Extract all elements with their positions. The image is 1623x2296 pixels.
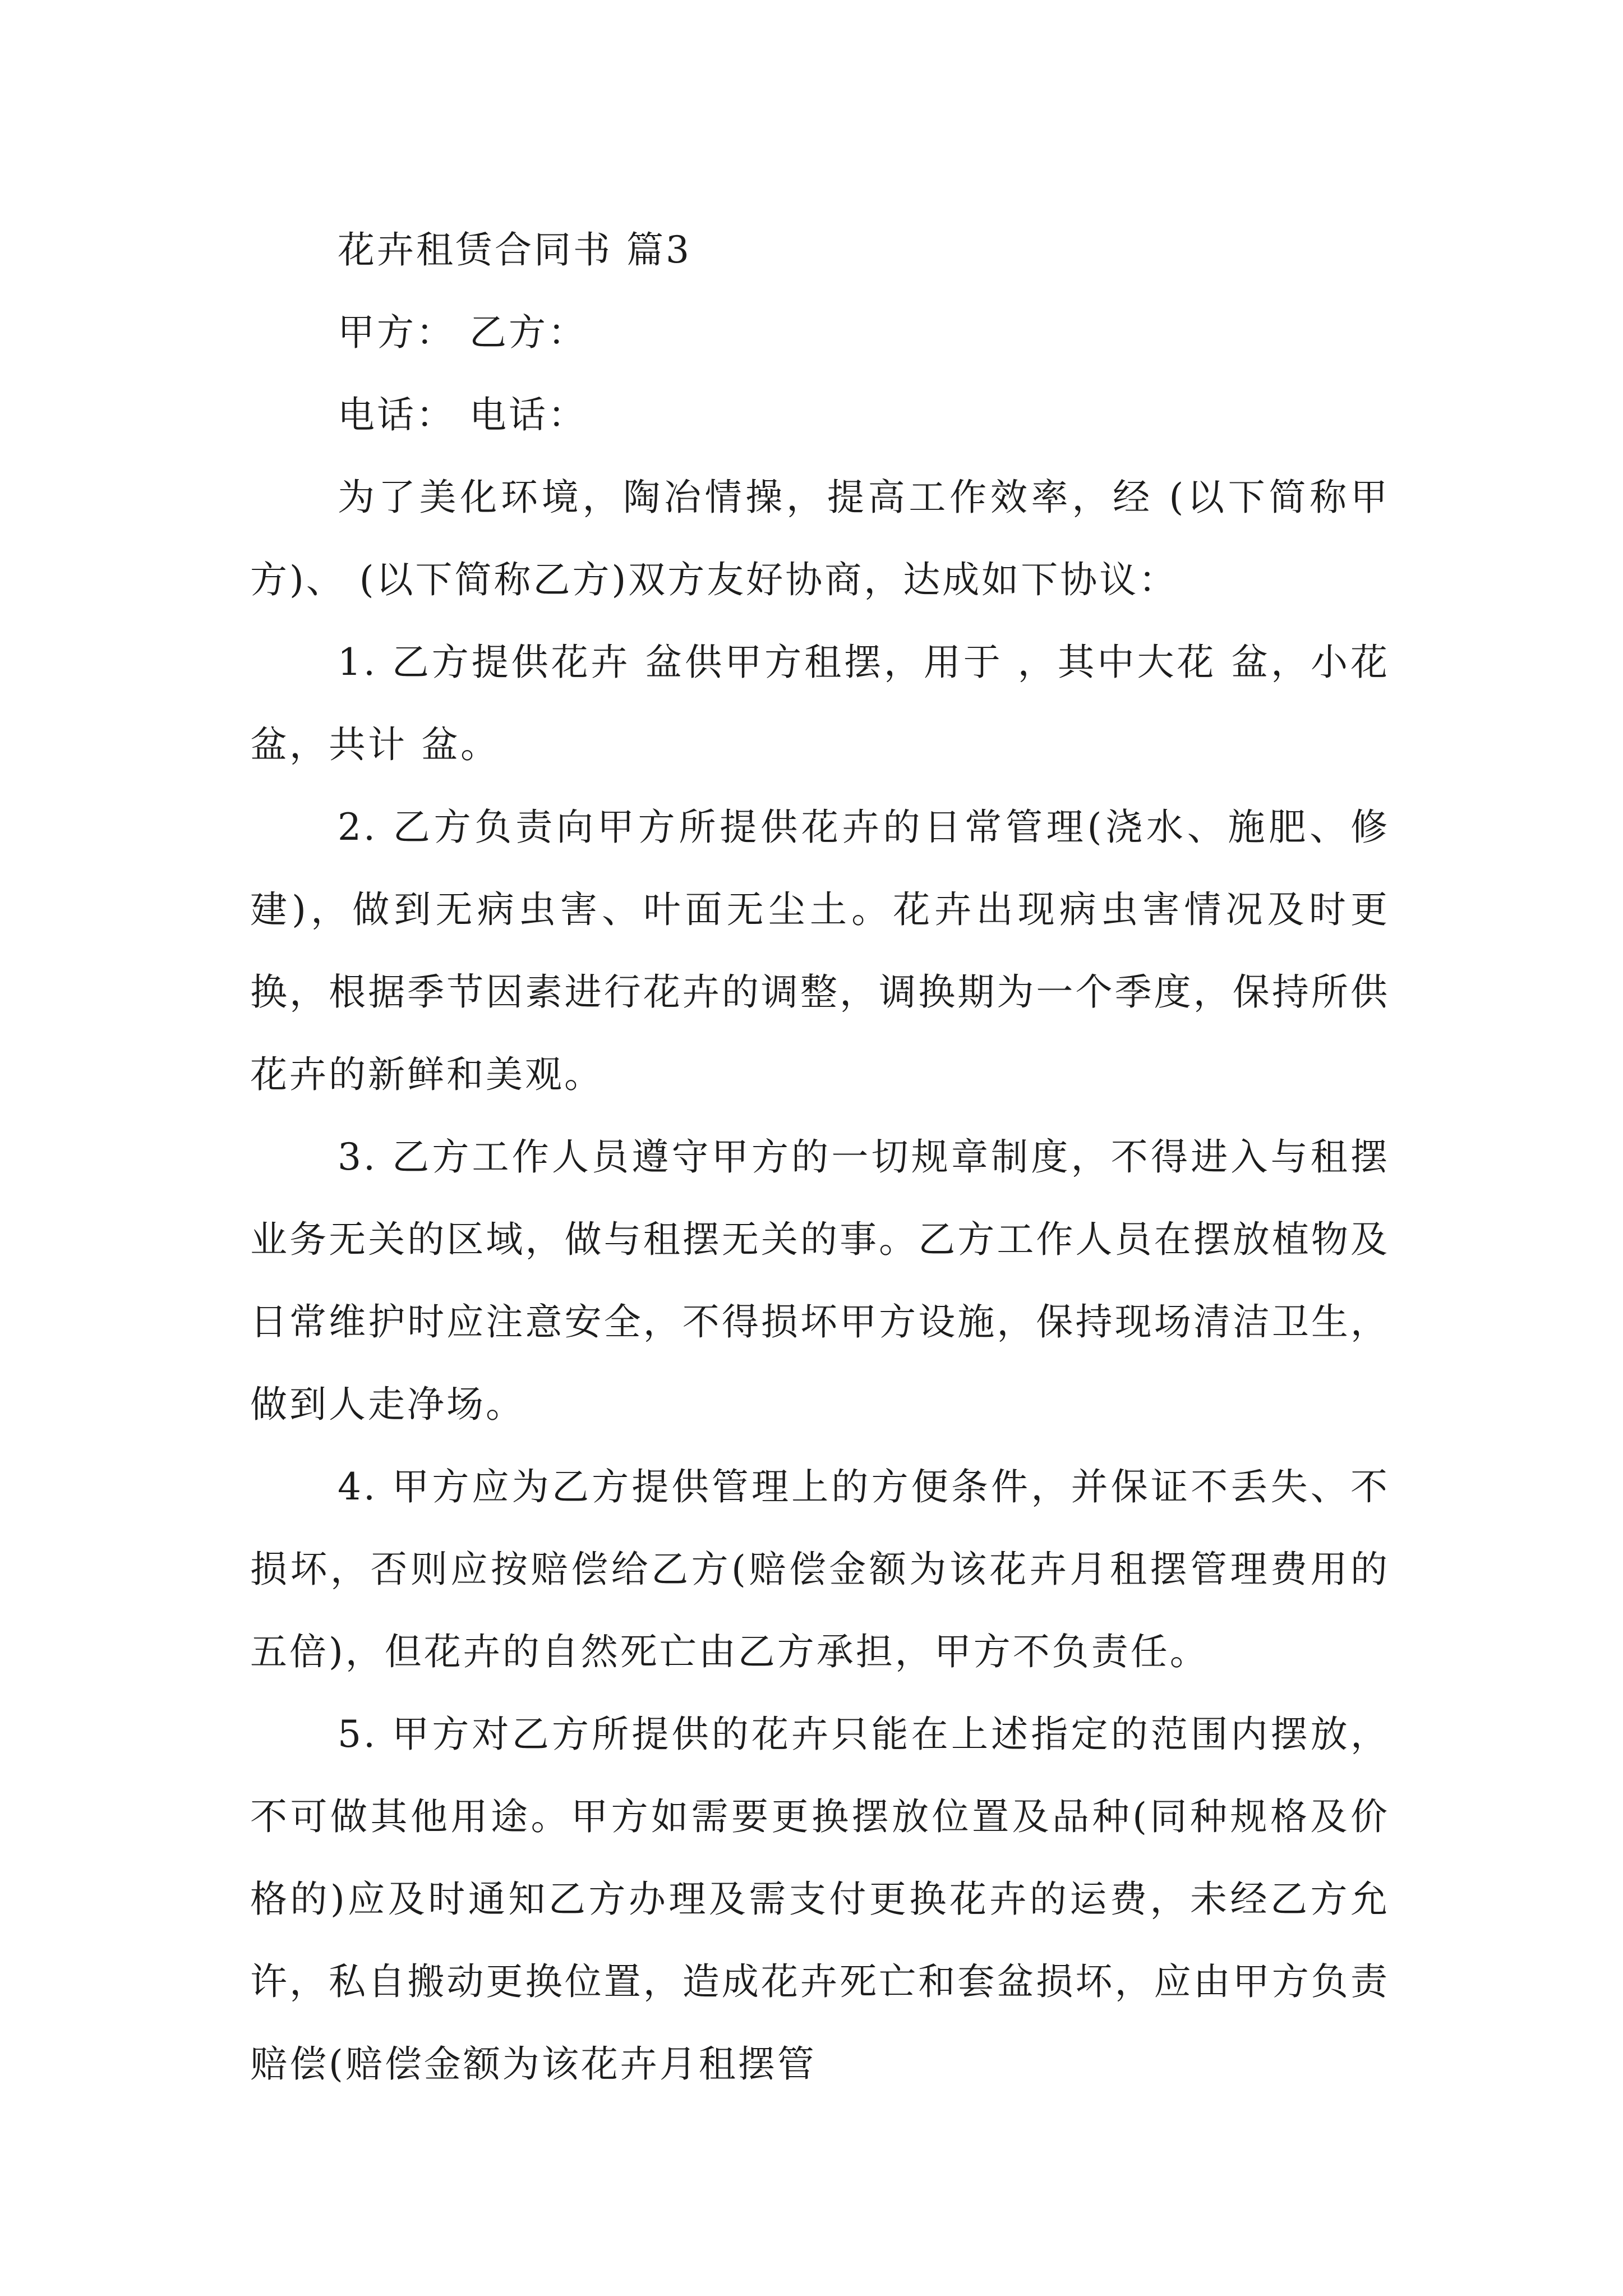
party-line: 甲方： 乙方： xyxy=(338,311,587,354)
paragraph-clause-3: 3. 乙方工作人员遵守甲方的一切规章制度，不得进入与租摆业务无关的区域，做与租摆无关的事。乙方工作人员在摆放植物及日常维护时应注意安全，不得损坏甲方设施，保持现场清洁卫生，做到人走净场。 xyxy=(250,1135,1390,1426)
paragraph-clause-4: 4. 甲方应为乙方提供管理上的方便条件，并保证不丢失、不损坏，否则应按赔偿给乙方(赔偿金额为该花卉月租摆管理费用的五倍)，但花卉的自然死亡由乙方承担，甲方不负责任。 xyxy=(250,1465,1390,1673)
paragraph-clause-1: 1. 乙方提供花卉 盆供甲方租摆，用于 ，其中大花 盆，小花 盆，共计 盆。 xyxy=(250,641,1390,766)
phone-line: 电话： 电话： xyxy=(338,393,587,436)
paragraph-clause-2: 2. 乙方负责向甲方所提供花卉的日常管理(浇水、施肥、修建)，做到无病虫害、叶面无尘土。花卉出现病虫害情况及时更换，根据季节因素进行花卉的调整，调换期为一个季度，保持所供花卉的新鲜和美观。 xyxy=(250,806,1390,1096)
document-title: 花卉租赁合同书 篇3 xyxy=(338,228,691,272)
paragraph-clause-5: 5. 甲方对乙方所提供的花卉只能在上述指定的范围内摆放，不可做其他用途。甲方如需要更换摆放位置及品种(同种规格及价格的)应及时通知乙方办理及需支付更换花卉的运费，未经乙方允许，私自搬动更换位置，造成花卉死亡和套盆损坏，应由甲方负责赔偿(赔偿金额为该花卉月租摆管 xyxy=(250,1713,1390,2086)
paragraph-intro: 为了美化环境，陶冶情操，提高工作效率，经 (以下简称甲方)、 (以下简称乙方)双方友好协商，达成如下协议： xyxy=(250,476,1390,601)
document-body xyxy=(250,209,1390,2105)
